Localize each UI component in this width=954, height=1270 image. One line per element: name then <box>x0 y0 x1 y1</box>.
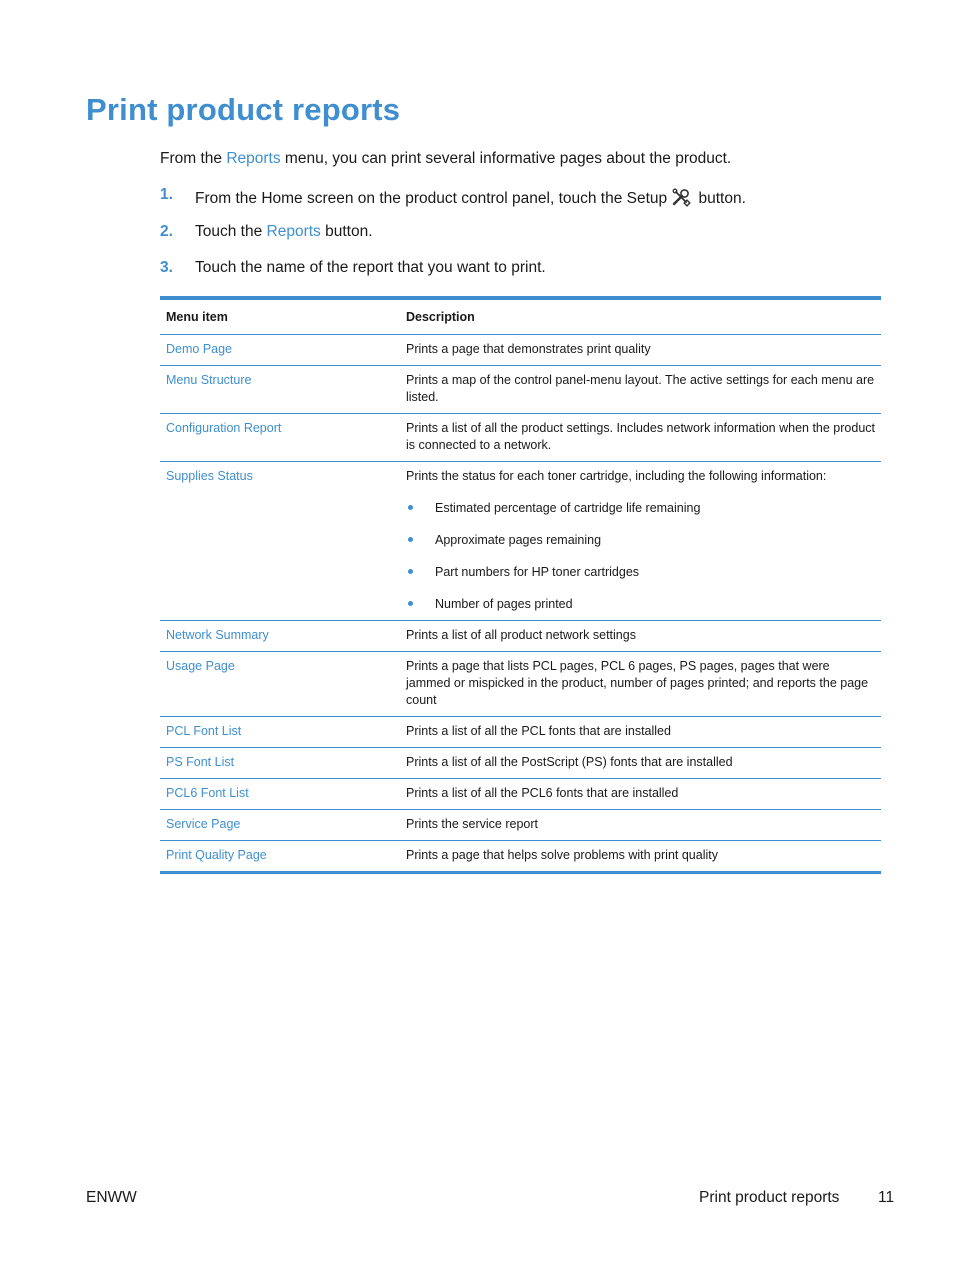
description-cell: Prints a list of all the PostScript (PS) fonts that are installed <box>400 748 881 779</box>
table-row <box>160 841 881 873</box>
bullet-icon <box>408 537 413 542</box>
reports-menu-table <box>160 296 881 874</box>
list-item <box>406 500 875 517</box>
description-cell: Prints a page that lists PCL pages, PCL 6 pages, PS pages, pages that were jammed or mispicked in the product, number of pages printed; and reports the page count <box>400 652 881 717</box>
step-number: 3. <box>160 259 173 276</box>
menu-item-print-quality-page: Print Quality Page <box>166 848 267 862</box>
table-row <box>160 779 881 810</box>
reports-button-reference: Reports <box>266 223 321 240</box>
table-row <box>160 462 881 621</box>
table-row <box>160 414 881 462</box>
bullet-icon <box>408 601 413 606</box>
description-cell: Prints a list of all the product settings. Includes network information when the product is connected to a network. <box>400 414 881 462</box>
step-text: Touch the name of the report that you want to print. <box>195 259 546 276</box>
description-cell <box>400 462 881 621</box>
footer-page-number: 11 <box>878 1189 895 1206</box>
reports-menu-reference: Reports <box>226 150 281 167</box>
bullet-text: Approximate pages remaining <box>435 533 602 547</box>
bullet-text: Estimated percentage of cartridge life remaining <box>435 501 701 515</box>
step-number: 2. <box>160 223 173 240</box>
description-cell: Prints a map of the control panel-menu layout. The active settings for each menu are listed. <box>400 366 881 414</box>
bullet-icon <box>408 569 413 574</box>
menu-item-demo-page: Demo Page <box>160 335 400 366</box>
page-title: Print product reports <box>86 92 401 127</box>
table-header-row <box>160 298 881 335</box>
setup-wrench-icon <box>670 186 692 213</box>
step-2-text-after: button. <box>320 223 373 240</box>
intro-text-before: From the <box>160 150 227 167</box>
column-header-description: Description <box>400 298 881 335</box>
table-row <box>160 335 881 366</box>
intro-paragraph <box>160 150 731 168</box>
step-number: 1. <box>160 186 173 203</box>
menu-item-usage-page: Usage Page <box>160 652 400 717</box>
step-1-text-after: button. <box>694 190 746 207</box>
menu-item-configuration-report: Configuration Report <box>160 414 400 462</box>
menu-item-supplies-status: Supplies Status <box>160 462 400 621</box>
description-text: Prints the status for each toner cartridge, including the following information: <box>406 469 827 483</box>
description-cell: Prints a page that demonstrates print quality <box>400 335 881 366</box>
bullet-list <box>406 500 875 613</box>
step-text <box>195 223 373 241</box>
step-1-text-before: From the Home screen on the product control panel, touch the Setup <box>195 190 668 207</box>
description-cell: Prints a list of all the PCL6 fonts that are installed <box>400 779 881 810</box>
table-row <box>160 652 881 717</box>
table-row <box>160 366 881 414</box>
intro-text-after: menu, you can print several informative pages about the product. <box>280 150 732 167</box>
description-cell: Prints a page that helps solve problems with print quality <box>406 848 718 862</box>
list-item <box>406 564 875 581</box>
description-cell: Prints a list of all the PCL fonts that are installed <box>400 717 881 748</box>
menu-item-pcl6-font-list: PCL6 Font List <box>160 779 400 810</box>
menu-item-network-summary: Network Summary <box>160 621 400 652</box>
step-2-text-before: Touch the <box>195 223 267 240</box>
bullet-text: Part numbers for HP toner cartridges <box>435 565 640 579</box>
footer-section-title: Print product reports <box>699 1189 840 1206</box>
table-row <box>160 748 881 779</box>
list-item <box>406 596 875 613</box>
description-cell: Prints the service report <box>400 810 881 841</box>
menu-item-pcl-font-list: PCL Font List <box>160 717 400 748</box>
table-row <box>160 717 881 748</box>
footer-left-label: ENWW <box>86 1189 137 1206</box>
list-item <box>406 532 875 549</box>
menu-item-ps-font-list: PS Font List <box>160 748 400 779</box>
table-row <box>160 621 881 652</box>
menu-item-service-page: Service Page <box>160 810 400 841</box>
table-row <box>160 810 881 841</box>
description-cell: Prints a list of all product network settings <box>400 621 881 652</box>
menu-item-menu-structure: Menu Structure <box>160 366 400 414</box>
step-text <box>195 186 746 213</box>
column-header-menu-item: Menu item <box>160 298 400 335</box>
bullet-icon <box>408 505 413 510</box>
bullet-text: Number of pages printed <box>435 597 573 611</box>
